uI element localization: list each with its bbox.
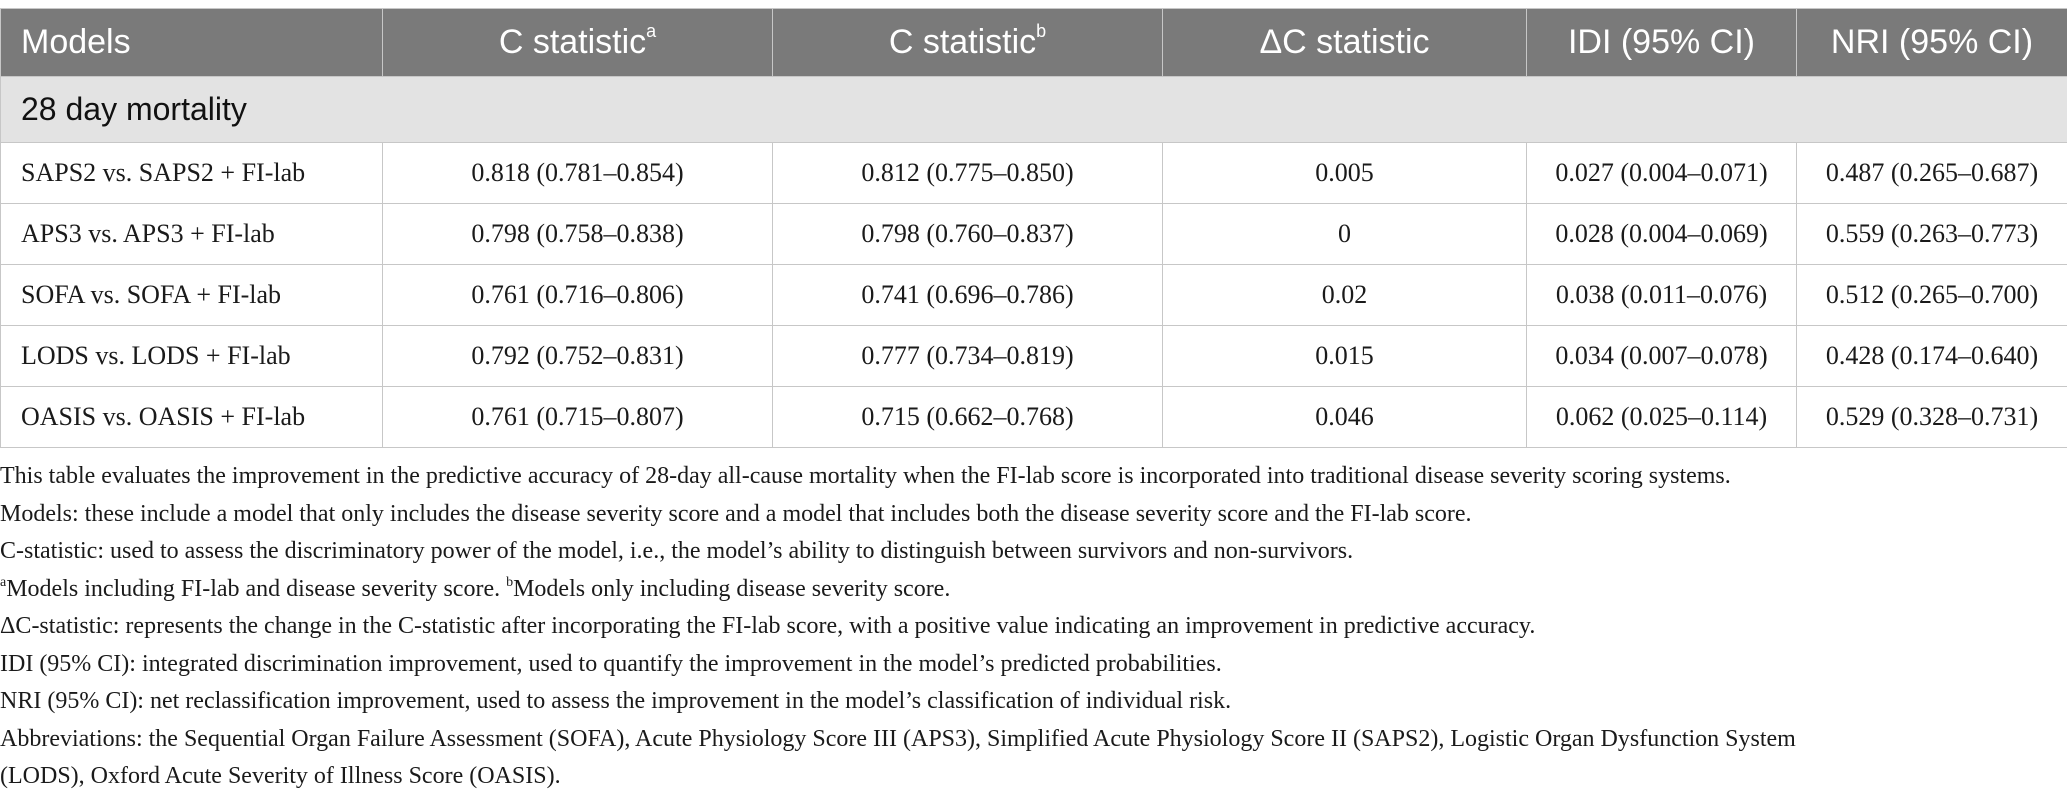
footnote-b-text: Models only including disease severity score.: [513, 575, 951, 602]
table-row: [1, 143, 2067, 204]
footnote-c-statistic: C-statistic: used to assess the discriminatory power of the model, i.e., the model’s ability to distinguish between survivors and non-survivors.: [0, 538, 1354, 564]
superscript-b: b: [1036, 21, 1047, 41]
header-c-statistic-a: C statistic$^a$: [383, 9, 773, 77]
header-idi: IDI (95% CI): [1527, 9, 1797, 77]
cell-nri: 0.487 (0.265–0.687): [1797, 143, 2067, 204]
cell-c-statistic-a: 0.818 (0.781–0.854): [383, 143, 773, 204]
cell-model: SAPS2 vs. SAPS2 + FI-lab: [1, 143, 383, 204]
cell-delta-c: 0.015: [1163, 326, 1527, 387]
cell-model: SOFA vs. SOFA + FI-lab: [1, 265, 383, 326]
cell-c-statistic-b: 0.798 (0.760–0.837): [773, 204, 1163, 265]
superscript-a: a: [646, 21, 657, 41]
header-nri: NRI (95% CI): [1797, 9, 2067, 77]
cell-nri: 0.529 (0.328–0.731): [1797, 387, 2067, 448]
cell-c-statistic-a: 0.798 (0.758–0.838): [383, 204, 773, 265]
table-row: [1, 265, 2067, 326]
footnote-a-text: Models including FI-lab and disease severity score.: [6, 575, 507, 602]
cell-delta-c: 0: [1163, 204, 1527, 265]
footnote-delta-c: ΔC-statistic: represents the change in the C-statistic after incorporating the FI-lab score, with a positive value indicating an improvement in predictive accuracy.: [0, 613, 1536, 639]
section-title: 28 day mortality: [1, 77, 2067, 143]
section-row: [1, 77, 2067, 143]
cell-c-statistic-b: 0.715 (0.662–0.768): [773, 387, 1163, 448]
table-row: [1, 326, 2067, 387]
table-row: [1, 204, 2067, 265]
cell-delta-c: 0.046: [1163, 387, 1527, 448]
table-row: [1, 387, 2067, 448]
cell-nri: 0.428 (0.174–0.640): [1797, 326, 2067, 387]
cell-c-statistic-b: 0.777 (0.734–0.819): [773, 326, 1163, 387]
header-row: [1, 9, 2067, 77]
footnote-abbreviations-cont: (LODS), Oxford Acute Severity of Illness Score (OASIS).: [0, 763, 561, 789]
cell-idi: 0.062 (0.025–0.114): [1527, 387, 1797, 448]
cell-model: APS3 vs. APS3 + FI-lab: [1, 204, 383, 265]
cell-delta-c: 0.005: [1163, 143, 1527, 204]
cell-idi: 0.027 (0.004–0.071): [1527, 143, 1797, 204]
footnote-abbreviations: Abbreviations: the Sequential Organ Failure Assessment (SOFA), Acute Physiology Score III (APS3), Simplified Acute Physiology Score II (SAPS2), Logistic Organ Dysfunction System: [0, 725, 1796, 752]
footnote-mark-b: b: [506, 574, 514, 590]
cell-c-statistic-b: 0.812 (0.775–0.850): [773, 143, 1163, 204]
cell-c-statistic-b: 0.741 (0.696–0.786): [773, 265, 1163, 326]
cell-c-statistic-a: 0.761 (0.716–0.806): [383, 265, 773, 326]
footnote-nri: NRI (95% CI): net reclassification improvement, used to assess the improvement in the model’s classification of individual risk.: [0, 688, 1232, 714]
header-c-statistic-b: C statistic$^b$: [773, 9, 1163, 77]
footnote-superscripts: [0, 571, 2067, 609]
footnote-mark-a: a: [0, 574, 7, 590]
cell-idi: 0.034 (0.007–0.078): [1527, 326, 1797, 387]
table-footnotes: [0, 458, 2067, 796]
cell-delta-c: 0.02: [1163, 265, 1527, 326]
cell-nri: 0.559 (0.263–0.773): [1797, 204, 2067, 265]
cell-idi: 0.038 (0.011–0.076): [1527, 265, 1797, 326]
footnote-models: Models: these include a model that only includes the disease severity score and a model that includes both the disease severity score and the FI-lab score.: [0, 500, 1472, 527]
cell-idi: 0.028 (0.004–0.069): [1527, 204, 1797, 265]
footnote-idi: IDI (95% CI): integrated discrimination improvement, used to quantify the improvement in the model’s predicted probabilities.: [0, 650, 1222, 677]
results-table: [0, 8, 2067, 448]
footnote-description: This table evaluates the improvement in the predictive accuracy of 28-day all-cause mortality when the FI-lab score is incorporated into traditional disease severity scoring systems.: [0, 463, 1731, 489]
cell-c-statistic-a: 0.792 (0.752–0.831): [383, 326, 773, 387]
header-delta-c-statistic: ΔC statistic: [1163, 9, 1527, 77]
cell-nri: 0.512 (0.265–0.700): [1797, 265, 2067, 326]
cell-model: LODS vs. LODS + FI-lab: [1, 326, 383, 387]
cell-c-statistic-a: 0.761 (0.715–0.807): [383, 387, 773, 448]
cell-model: OASIS vs. OASIS + FI-lab: [1, 387, 383, 448]
header-models: Models: [1, 9, 383, 77]
